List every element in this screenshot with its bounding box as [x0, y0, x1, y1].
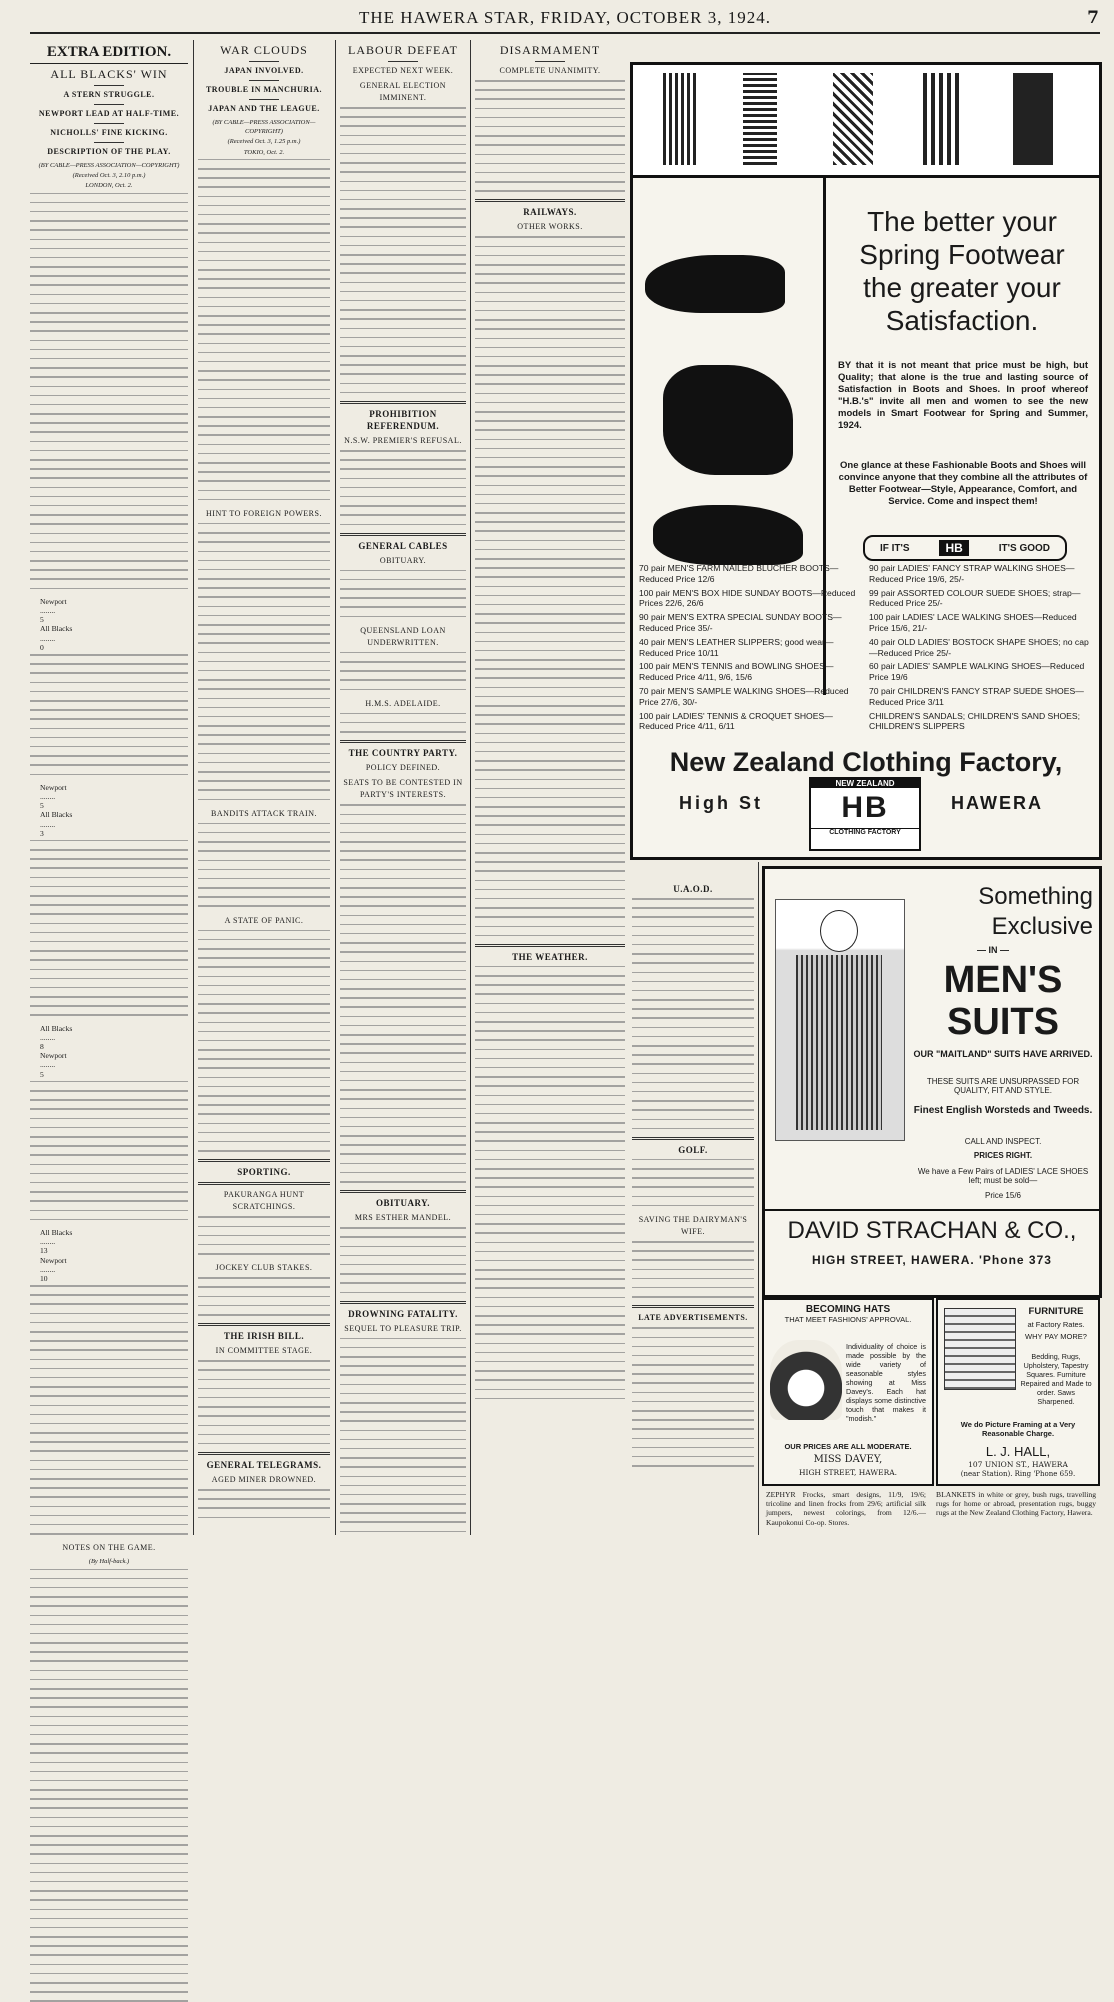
suits-line: Something: [978, 883, 1093, 910]
zephyr-classified: ZEPHYR Frocks, smart designs, 11/9, 19/6; tricoline and linen frocks from 29/6; artificial silk jumpers, newest colorings, from 12/6.—Kaupokonui Co-op. Stores.: [766, 1490, 926, 1527]
firm-town: HAWERA: [951, 793, 1043, 813]
suits-line: CALL AND INSPECT.: [964, 1137, 1042, 1146]
column-labour: [340, 40, 466, 1535]
suits-address: HIGH STREET, HAWERA. 'Phone 373: [812, 1253, 1052, 1267]
credit-line: (BY CABLE—PRESS ASSOCIATION—COPYRIGHT): [212, 119, 316, 136]
column-rule: [758, 862, 759, 1535]
furniture-why: WHY PAY MORE?: [1025, 1332, 1087, 1341]
firm-street: High St: [679, 793, 763, 813]
suits-line: We have a Few Pairs of LADIES' LACE SHOES left; must be sold—: [917, 1167, 1089, 1185]
dateline: LONDON, Oct. 2.: [85, 182, 133, 190]
boot-illustration: [663, 365, 793, 475]
furniture-title: FURNITURE: [1028, 1306, 1084, 1317]
subhead: NEWPORT LEAD AT HALF-TIME.: [38, 109, 180, 118]
column-local: [632, 880, 754, 1380]
section-heading: GENERAL CABLES: [358, 540, 448, 551]
section-heading: IN COMMITTEE STAGE.: [215, 1346, 313, 1356]
column-rule: [335, 40, 336, 1535]
subhead: JAPAN INVOLVED.: [224, 66, 304, 75]
subhead: A STERN STRUGGLE.: [63, 90, 155, 99]
section-heading: AGED MINER DROWNED.: [211, 1475, 317, 1485]
newspaper-title: THE HAWERA STAR, FRIDAY, OCTOBER 3, 1924.: [358, 8, 771, 27]
column-rule: [470, 40, 471, 1535]
section-heading: PROHIBITION REFERENDUM.: [366, 409, 440, 431]
suits-line: OUR "MAITLAND" SUITS HAVE ARRIVED.: [913, 1049, 1093, 1059]
section-heading: SEQUEL TO PLEASURE TRIP.: [344, 1323, 462, 1333]
subhead: TROUBLE IN MANCHURIA.: [205, 85, 323, 94]
subhead: GENERAL ELECTION IMMINENT.: [359, 81, 447, 102]
section-heading: THE COUNTRY PARTY.: [348, 748, 458, 759]
section-heading: OBITUARY.: [379, 555, 427, 565]
section-heading: THE IRISH BILL.: [223, 1331, 305, 1342]
suits-advertisement: [762, 866, 1102, 1298]
hats-title: BECOMING HATS: [805, 1304, 891, 1315]
section-heading: N.S.W. PREMIER'S REFUSAL.: [344, 436, 462, 445]
section-heading: POLICY DEFINED.: [365, 763, 441, 773]
suits-line: Exclusive: [991, 913, 1093, 940]
score-block: Newport ........ 5 All Blacks ........ 3: [40, 782, 73, 838]
furniture-address: 107 UNION ST., HAWERA: [968, 1460, 1068, 1469]
suits-line: PRICES RIGHT.: [973, 1151, 1033, 1160]
headline-war-clouds: WAR CLOUDS: [220, 43, 308, 57]
section-heading: SPORTING.: [237, 1167, 291, 1178]
section-heading: GENERAL TELEGRAMS.: [206, 1460, 322, 1471]
slogan: The better your Spring Footwear the greater your Satisfaction.: [859, 206, 1065, 336]
suits-line: Finest English Worsteds and Tweeds.: [913, 1105, 1093, 1116]
section-heading: QUEENSLAND LOAN UNDERWRITTEN.: [360, 625, 446, 647]
notes-heading: NOTES ON THE GAME.: [62, 1543, 156, 1553]
received-line: (Received Oct. 3, 2.10 p.m.): [72, 172, 146, 180]
suits-line: THESE SUITS ARE UNSURPASSED FOR QUALITY, FIT AND STYLE.: [926, 1077, 1080, 1095]
hats-advertisement: [762, 1298, 934, 1486]
section-heading: PAKURANGA HUNT SCRATCHINGS.: [223, 1190, 305, 1212]
ad-body-2: One glance at these Fashionable Boots and Shoes will convince anyone that they combine all the attributes of Better Footwear—Style, Appearance, Comfort, and Service. Come and inspect them!: [838, 460, 1088, 507]
section-heading: JOCKEY CLUB STAKES.: [215, 1263, 313, 1273]
blankets-classified: BLANKETS in white or grey, bush rugs, travelling rugs for home or abroad, presentation rugs, buggy rugs at the New Zealand Clothing Factory, Hawera.: [936, 1490, 1096, 1518]
man-illustration: [775, 899, 905, 1141]
suits-line: SUITS: [947, 1001, 1059, 1043]
section-heading: RAILWAYS.: [523, 207, 577, 218]
headline-disarmament: DISARMAMENT: [499, 43, 601, 57]
price-list-ladies: 90 pair LADIES' FANCY STRAP WALKING SHOES—Reduced Price 19/6, 25/- 99 pair ASSORTED COLOUR SUEDE SHOES; strap—Reduced Price 25/- 100 pair LADIES' LACE WALKING SHOES—Reduced Price 15/6, 21/- 40 pair OLD LADIES' BOSTOCK SHAPE SHOES; no cap—Reduced Price 25/- 60 pair LADIES' SAMPLE WALKING SHOES—Reduced Price 19/6 70 pair CHILDREN'S FANCY STRAP SUEDE SHOES—Reduced Price 3/11 CHILDREN'S SANDALS; CHILDREN'S SAND SHOES; CHILDREN'S SLIPPERS: [869, 563, 1089, 732]
furniture-sub: at Factory Rates.: [1027, 1320, 1085, 1329]
hats-address: HIGH STREET, HAWERA.: [798, 1468, 898, 1477]
legs-illustration: [633, 65, 1099, 178]
hats-name: MISS DAVEY,: [813, 1454, 883, 1465]
score-block: All Blacks ........ 8 Newport ........ 5: [40, 1023, 73, 1079]
section-heading: SAVING THE DAIRYMAN'S WIFE.: [638, 1215, 748, 1236]
furniture-framing: We do Picture Framing at a Very Reasonable Charge.: [960, 1420, 1076, 1438]
section-heading: A STATE OF PANIC.: [224, 915, 304, 925]
desk-illustration: [944, 1308, 1016, 1390]
page-number: 7: [1087, 8, 1100, 28]
section-heading: HINT TO FOREIGN POWERS.: [206, 508, 322, 518]
suits-line: — IN —: [976, 945, 1009, 955]
hb-badge: IF IT'S HB IT'S GOOD: [863, 535, 1067, 561]
column-disarmament: [475, 40, 625, 1535]
subhead: EXPECTED NEXT WEEK.: [352, 66, 454, 75]
section-heading: GOLF.: [678, 1144, 708, 1155]
section-heading: DROWNING FATALITY.: [348, 1308, 458, 1319]
firm-name: New Zealand Clothing Factory,: [669, 747, 1063, 777]
section-heading: BANDITS ATTACK TRAIN.: [211, 808, 317, 818]
hats-prices: OUR PRICES ARE ALL MODERATE.: [784, 1442, 912, 1451]
furniture-name: L. J. HALL,: [985, 1444, 1051, 1459]
ad-body: BY that it is not meant that price must be high, but Quality; that alone is the true and lasting source of Satisfaction in Boots and Shoes. In proof whereof "H.B.'s" invite all men and women to see the new models in Smart Footwear for Spring and Summer, 1924.: [838, 360, 1088, 431]
furniture-phone: (near Station). Ring 'Phone 659.: [960, 1470, 1076, 1478]
notes-byline: (By Half-back.): [88, 1558, 130, 1566]
section-heading: LATE ADVERTISEMENTS.: [638, 1313, 748, 1323]
subhead: DESCRIPTION OF THE PLAY.: [47, 147, 171, 156]
section-heading: THE WEATHER.: [512, 951, 588, 962]
section-heading: MRS ESTHER MANDEL.: [354, 1213, 452, 1223]
lady-hat-illustration: [770, 1340, 842, 1420]
furniture-advertisement: [936, 1298, 1100, 1486]
suits-line: Price 15/6: [984, 1191, 1022, 1200]
subhead: COMPLETE UNANIMITY.: [499, 66, 601, 75]
column-rugby: [30, 40, 188, 1566]
subhead: JAPAN AND THE LEAGUE.: [208, 104, 320, 113]
score-block: All Blacks ........ 13 Newport ........ 10: [40, 1227, 73, 1283]
score-block: Newport ........ 5 All Blacks ........ 0: [40, 596, 73, 652]
shoe-illustration: [653, 505, 803, 565]
hats-text: Individuality of choice is made possible by the wide variety of seasonable styles showing at Miss Davey's. Each hat displays some distinctive touch that makes it "modish.": [846, 1342, 926, 1423]
suits-line: MEN'S: [943, 959, 1063, 1001]
section-heading: OBITUARY.: [375, 1198, 431, 1209]
footwear-advertisement: [630, 62, 1102, 860]
received-line: (Received Oct. 3, 1.25 p.m.): [227, 138, 301, 146]
article-text: [30, 193, 188, 590]
nz-clothing-logo: NEW ZEALAND HB CLOTHING FACTORY: [809, 777, 921, 851]
masthead: [30, 6, 1100, 34]
credit-line: (BY CABLE—PRESS ASSOCIATION—COPYRIGHT): [38, 162, 180, 169]
column-rule: [193, 40, 194, 1535]
shoe-illustration: [645, 255, 785, 313]
section-heading: OTHER WORKS.: [517, 222, 583, 232]
section-heading: H.M.S. ADELAIDE.: [365, 698, 441, 708]
hats-sub: THAT MEET FASHIONS' APPROVAL.: [784, 1315, 912, 1324]
column-war-clouds: [198, 40, 330, 1535]
furniture-text: Bedding, Rugs, Upholstery, Tapestry Squares. Furniture Repaired and Made to order. Saws Sharpened.: [1020, 1352, 1092, 1406]
subhead: NICHOLLS' FINE KICKING.: [50, 128, 168, 137]
section-heading: SEATS TO BE CONTESTED IN PARTY'S INTERESTS.: [343, 778, 463, 800]
headline-labour-defeat: LABOUR DEFEAT: [347, 43, 458, 57]
section-heading: U.A.O.D.: [673, 884, 713, 894]
dateline: TOKIO, Oct. 2.: [243, 148, 285, 156]
price-list-men: 70 pair MEN'S FARM NAILED BLUCHER BOOTS—Reduced Price 12/6 100 pair MEN'S BOX HIDE SUNDAY BOOTS—Reduced Prices 22/6, 26/6 90 pair MEN'S EXTRA SPECIAL SUNDAY BOOTS—Reduced Price 35/- 40 pair MEN'S LEATHER SLIPPERS; good wear—Reduced Price 10/11 100 pair MEN'S TENNIS and BOWLING SHOES—Reduced Price 4/11, 9/6, 15/6 70 pair MEN'S SAMPLE WALKING SHOES—Reduced Price 27/6, 30/- 100 pair LADIES' TENNIS & CROQUET SHOES—Reduced Price 4/11, 6/11: [639, 563, 856, 732]
edition-label: EXTRA EDITION.: [30, 43, 188, 64]
headline-all-blacks: ALL BLACKS' WIN: [50, 67, 168, 81]
suits-firm: DAVID STRACHAN & CO.,: [787, 1217, 1077, 1244]
